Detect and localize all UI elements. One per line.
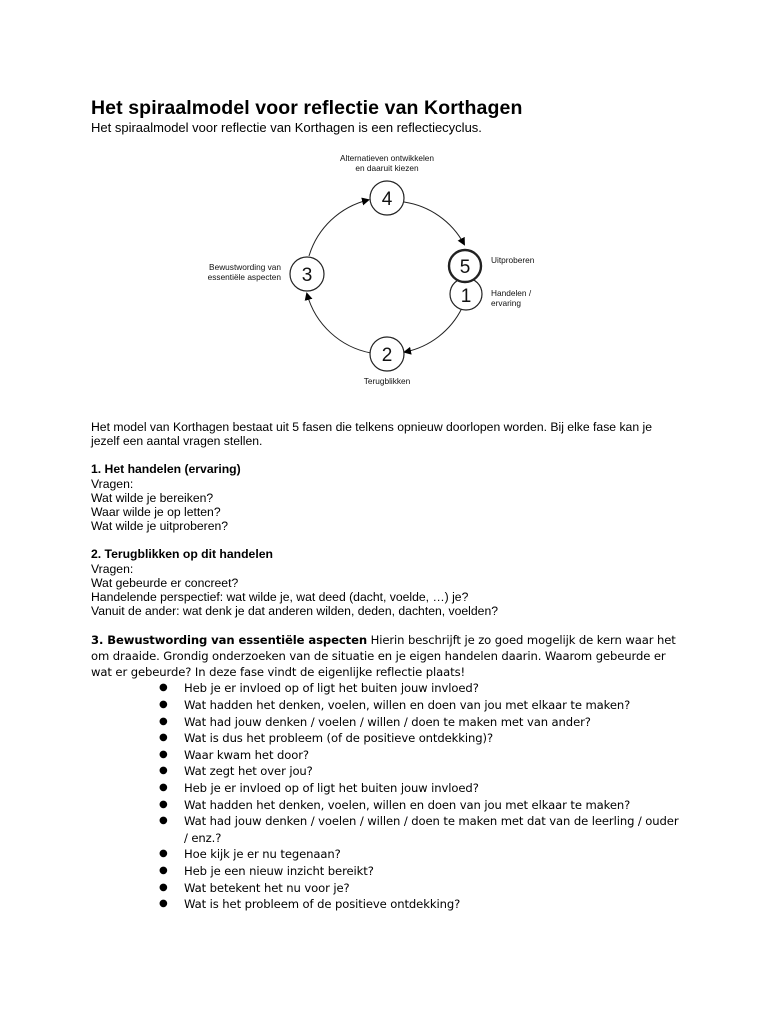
node-2-number: 2 — [381, 345, 393, 366]
node-3-number: 3 — [301, 265, 313, 286]
body-text — [91, 420, 681, 913]
list-item: ● Hoe kijk je er nu tegenaan? — [157, 846, 681, 863]
section-1-line: Vragen: — [91, 476, 134, 491]
document-page — [91, 96, 681, 912]
intro-paragraph: Het model van Korthagen bestaat uit 5 fasen die telkens opnieuw doorlopen worden. Bij elke fase kan je jezelf een aantal vragen stellen. — [91, 420, 652, 449]
node-1-label: Handelen / ervaring — [491, 288, 532, 308]
cycle-arc-2-3 — [307, 294, 371, 353]
section-2-line: Handelende perspectief: wat wilde je, wat deed (dacht, voelde, …) je? — [91, 590, 469, 605]
list-item: ● Waar kwam het door? — [157, 747, 681, 764]
list-item: ● Wat hadden het denken, voelen, willen en doen van jou met elkaar te maken? — [157, 797, 681, 814]
section-1 — [91, 462, 681, 533]
reflection-cycle-diagram — [191, 148, 611, 394]
list-item: ● Wat is dus het probleem (of de positieve ontdekking)? — [157, 730, 681, 747]
node-4-label: Alternatieven ontwikkelen en daaruit kiezen — [339, 153, 435, 173]
section-3 — [91, 632, 681, 912]
section-2-line: Vanuit de ander: wat denk je dat anderen wilden, deden, dachten, voelden? — [91, 604, 499, 619]
node-1-number: 1 — [460, 286, 472, 307]
list-item: ● Wat hadden het denken, voelen, willen en doen van jou met elkaar te maken? — [157, 697, 681, 714]
page-subtitle: Het spiraalmodel voor reflectie van Korthagen is een reflectiecyclus. — [91, 120, 482, 135]
section-3-text: Hierin beschrijft je zo goed mogelijk de kern waar het om draaide. Grondig onderzoeken van de situatie en je eigen handelen daarin. Waarom gebeurde er wat er gebeurde? In deze fase vindt de eigenlijke reflectie plaats! — [91, 633, 676, 680]
list-item: ● Heb je er invloed op of ligt het buiten jouw invloed? — [157, 680, 681, 697]
section-2-line: Wat gebeurde er concreet? — [91, 575, 239, 590]
page-title: Het spiraalmodel voor reflectie van Korthagen — [91, 97, 523, 119]
cycle-arc-4-5 — [404, 202, 464, 244]
section-1-heading: 1. Het handelen (ervaring) — [91, 462, 241, 477]
section-2-line: Vragen: — [91, 561, 134, 576]
section-3-question-list — [91, 680, 681, 912]
node-4-number: 4 — [381, 189, 393, 210]
list-item: ● Wat zegt het over jou? — [157, 763, 681, 780]
cycle-arc-3-4 — [309, 200, 368, 256]
list-item: ● Wat had jouw denken / voelen / willen / doen te maken met dat van de leerling / ouder / enz.? — [157, 813, 681, 846]
section-1-line: Wat wilde je bereiken? — [91, 490, 214, 505]
section-2-heading: 2. Terugblikken op dit handelen — [91, 547, 273, 562]
list-item: ● Wat is het probleem of de positieve ontdekking? — [157, 896, 681, 913]
section-3-heading: 3. Bewustwording van essentiële aspecten — [91, 633, 367, 648]
section-1-line: Wat wilde je uitproberen? — [91, 519, 229, 534]
cycle-arc-1-2 — [405, 308, 462, 352]
list-item: ● Wat had jouw denken / voelen / willen / doen te maken met van ander? — [157, 714, 681, 731]
section-3-paragraph — [91, 632, 681, 680]
list-item: ● Wat betekent het nu voor je? — [157, 880, 681, 897]
node-2-label: Terugblikken — [363, 376, 411, 386]
node-3-label: Bewustwording van essentiële aspecten — [207, 262, 281, 282]
list-item: ● Heb je er invloed op of ligt het buiten jouw invloed? — [157, 780, 681, 797]
list-item: ● Heb je een nieuw inzicht bereikt? — [157, 863, 681, 880]
node-5-label: Uitproberen — [491, 255, 535, 265]
section-1-line: Waar wilde je op letten? — [91, 505, 221, 520]
node-5-number: 5 — [459, 257, 471, 278]
section-2 — [91, 547, 681, 618]
